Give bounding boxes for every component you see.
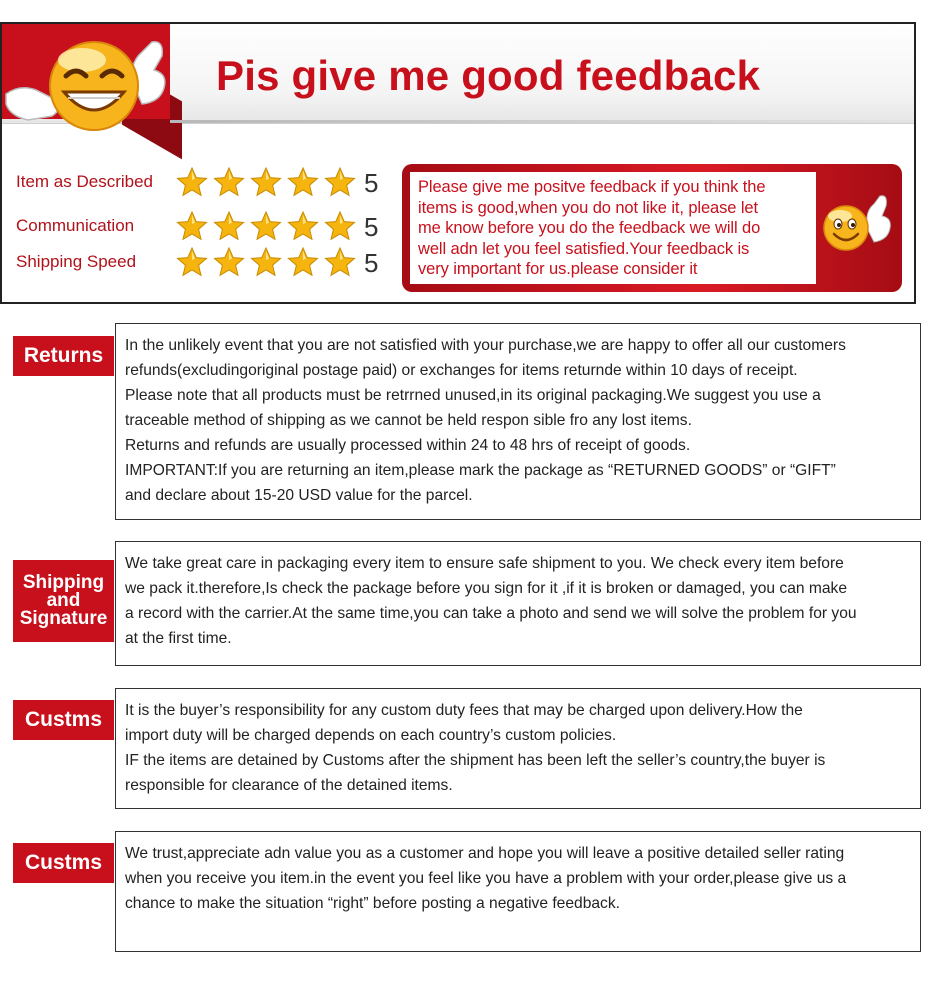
policy-line: It is the buyer’s responsibility for any custom duty fees that may be charged upon delivery.How the: [125, 702, 803, 719]
star-icon: [176, 166, 208, 198]
star-icon: [324, 166, 356, 198]
returns-text-box: [115, 323, 921, 520]
note-line: Please give me positve feedback if you think the: [418, 178, 766, 196]
banner-divider: [170, 120, 914, 123]
policy-line: We trust,appreciate adn value you as a customer and hope you will leave a positive detailed seller rating: [125, 845, 845, 862]
feedback-policy-text-box: [115, 831, 921, 952]
rating-score: 5: [364, 248, 379, 278]
policy-line: responsible for clearance of the detained items.: [125, 777, 453, 794]
feedback-title: Pis give me good feedback: [216, 52, 761, 99]
policy-line: Returns and refunds are usually processed within 24 to 48 hrs of receipt of goods.: [125, 437, 691, 454]
label-line: Signature: [19, 608, 108, 629]
label-line: and: [46, 590, 81, 611]
note-line: items is good,when you do not like it, please let: [418, 198, 758, 217]
policy-line: import duty will be charged depends on each country’s custom policies.: [125, 727, 617, 744]
shipping-signature-text-box: [115, 541, 921, 666]
feedback-banner: [2, 24, 914, 124]
star-icon: [287, 166, 319, 198]
customs-label: Custms: [13, 700, 114, 740]
star-icon: [250, 166, 282, 198]
policy-line: chance to make the situation “right” before posting a negative feedback.: [125, 895, 620, 912]
feedback-request-panel: [402, 164, 902, 292]
policy-line: Please note that all products must be retrrned unused,in its original packaging.We suggest you use a: [125, 387, 821, 404]
note-line: very important for us.please consider it: [418, 260, 698, 278]
shipping-signature-label: [13, 560, 114, 642]
star-icon: [213, 210, 245, 242]
policy-line: when you receive you item.in the event you feel like you have a problem with your order,please give us a: [125, 870, 847, 887]
note-line: me know before you do the feedback we will do: [418, 219, 761, 237]
feedback-request-box: [410, 172, 816, 284]
star-icon: [176, 246, 208, 278]
policy-line: IMPORTANT:If you are returning an item,please mark the package as “RETURNED GOODS” or “GIFT”: [125, 462, 836, 479]
policy-line: IF the items are detained by Customs after the shipment has been left the seller’s country,the buyer is: [125, 752, 826, 769]
policy-line: and declare about 15-20 USD value for the parcel.: [125, 487, 473, 504]
rating-communication: [16, 210, 386, 242]
rating-shipping-speed: [16, 246, 386, 278]
thumbs-up-smiley-icon: [2, 24, 177, 144]
star-icon: [176, 210, 208, 242]
star-icon: [287, 246, 319, 278]
feedback-card: [0, 22, 916, 304]
star-icon: [213, 246, 245, 278]
policy-line: In the unlikely event that you are not satisfied with your purchase,we are happy to offer all our customers: [125, 337, 846, 354]
star-icon: [324, 210, 356, 242]
policy-line: a record with the carrier.At the same time,you can take a photo and send we will solve the problem for you: [125, 605, 857, 622]
feedback-policy-label: Custms: [13, 843, 114, 883]
star-icon: [287, 210, 319, 242]
rating-score: 5: [364, 168, 379, 198]
customs-text-box: [115, 688, 921, 809]
rating-label: Shipping Speed: [16, 252, 137, 271]
star-icon: [213, 166, 245, 198]
rating-item-as-described: [16, 166, 386, 198]
policy-line: traceable method of shipping as we cannot be held respon sible fro any lost items.: [125, 412, 692, 429]
policy-line: at the first time.: [125, 630, 232, 647]
policy-line: refunds(excludingoriginal postage paid) or exchanges for items returnde within 10 days of receipt.: [125, 362, 798, 379]
policy-line: we pack it.therefore,Is check the package before you sign for it ,if it is broken or damaged, you can make: [125, 580, 848, 597]
note-line: well adn let you feel satisfied.Your feedback is: [418, 239, 750, 258]
star-icon: [250, 246, 282, 278]
rating-score: 5: [364, 212, 379, 242]
returns-label: Returns: [13, 336, 114, 376]
star-icon: [324, 246, 356, 278]
thumbs-up-smiley-icon: [814, 190, 898, 262]
star-icon: [250, 210, 282, 242]
rating-label: Communication: [16, 216, 135, 235]
label-line: Shipping: [22, 572, 105, 593]
policy-line: We take great care in packaging every item to ensure safe shipment to you. We check every item before: [125, 555, 844, 572]
rating-label: Item as Described: [16, 172, 153, 191]
feedback-request-text: [418, 177, 810, 280]
